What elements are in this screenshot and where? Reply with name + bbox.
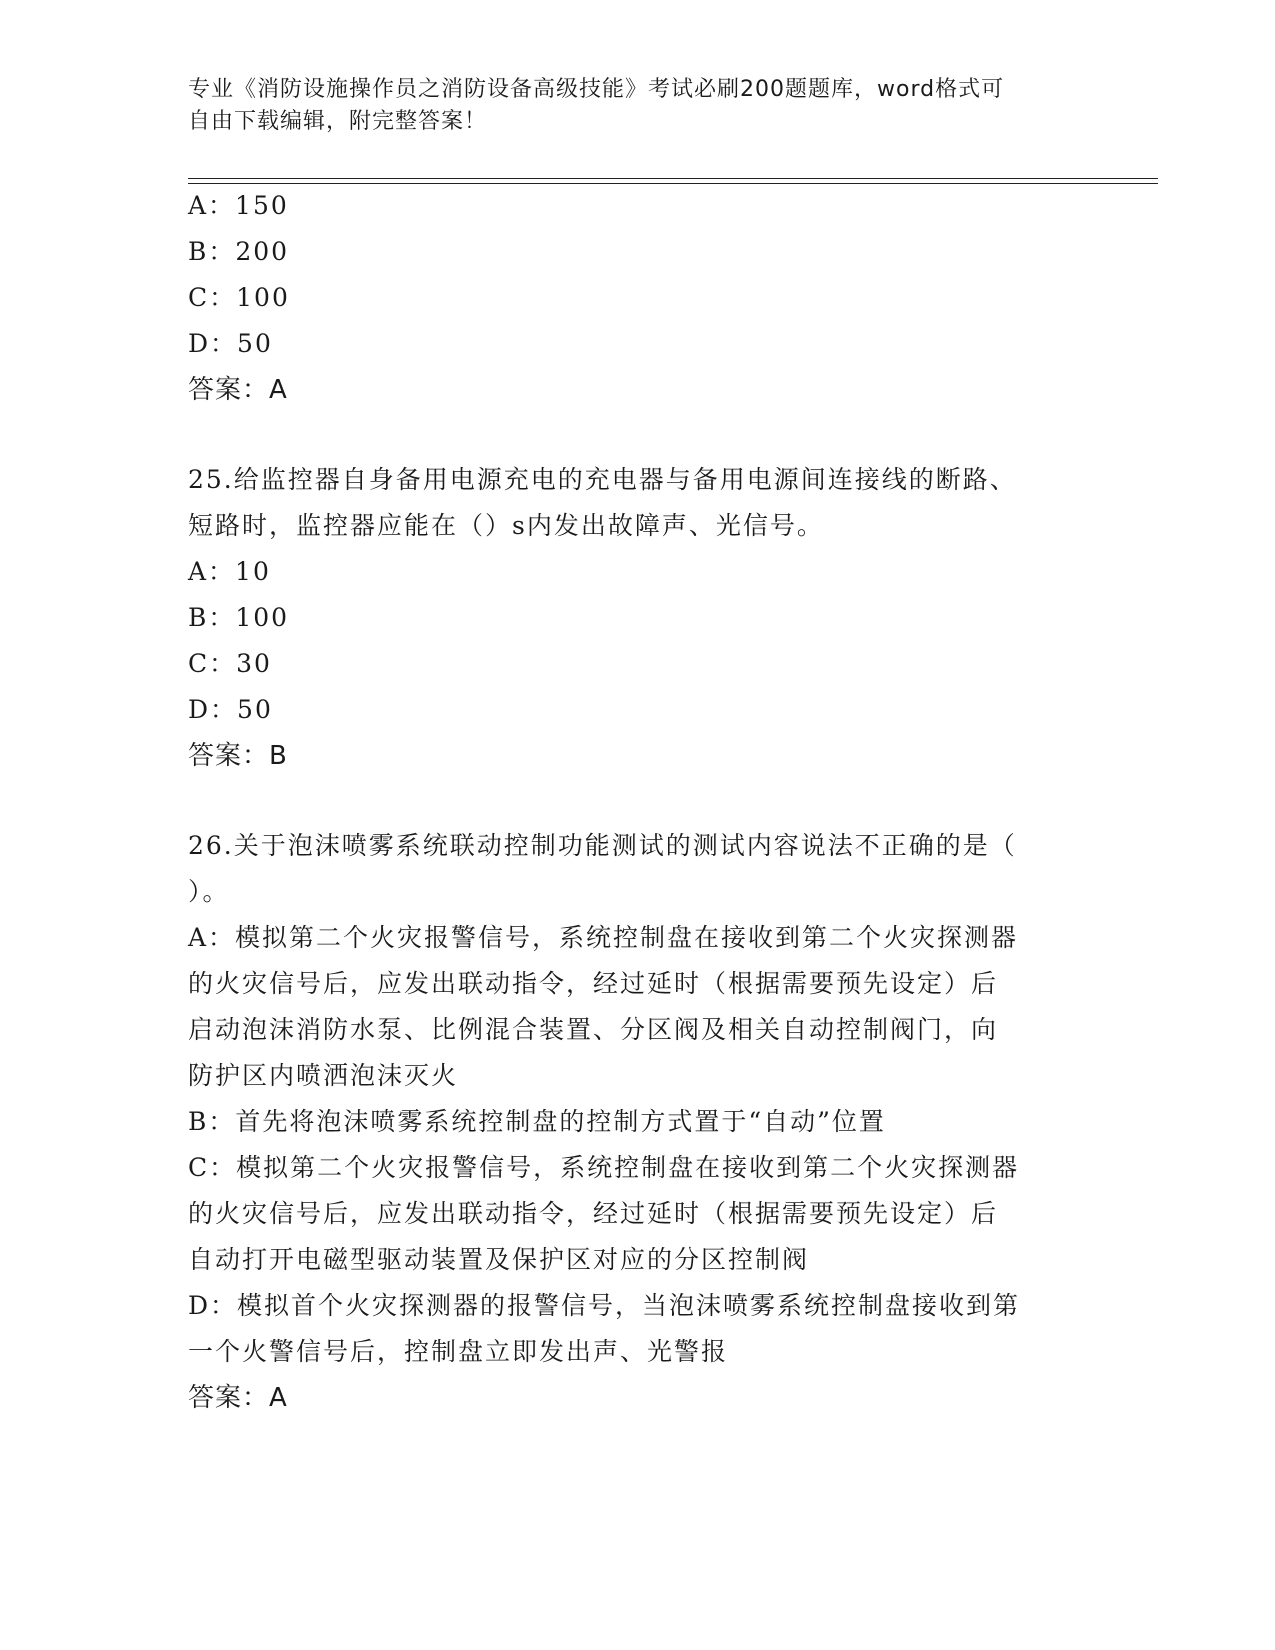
header-line-2: 自由下载编辑，附完整答案！ (188, 109, 488, 134)
option-c-line-3: 自动打开电磁型驱动装置及保护区对应的分区控制阀 (188, 1245, 810, 1274)
option-a: A：150 (188, 191, 289, 220)
option-b: B：200 (188, 237, 290, 266)
option-d-line-2: 一个火警信号后，控制盘立即发出声、光警报 (188, 1337, 729, 1366)
answer-label: 答案：A (188, 375, 288, 405)
option-a-line-1: A：模拟第二个火灾报警信号，系统控制盘在接收到第二个火灾探测器 (188, 923, 1019, 952)
option-c-line-2: 的火灾信号后，应发出联动指令，经过延时（根据需要预先设定）后 (188, 1199, 999, 1228)
option-c-line-1: C：模拟第二个火灾报警信号，系统控制盘在接收到第二个火灾探测器 (188, 1153, 1020, 1182)
option-a-line-4: 防护区内喷洒泡沫灭火 (188, 1061, 459, 1090)
answer-label: 答案：A (188, 1383, 288, 1413)
header-divider-top (188, 178, 1158, 179)
option-a-line-3: 启动泡沫消防水泵、比例混合装置、分区阀及相关自动控制阀门，向 (188, 1015, 999, 1044)
question-26 (188, 823, 1088, 1421)
document-header (188, 74, 1068, 138)
question-text-line-2: ）。 (188, 877, 230, 906)
question-text-line-1: 26.关于泡沫喷雾系统联动控制功能测试的测试内容说法不正确的是（ (188, 831, 1017, 860)
option-d: D：50 (188, 329, 273, 358)
header-line-1: 专业《消防设施操作员之消防设备高级技能》考试必刷200题题库，word格式可 (188, 77, 1005, 102)
option-c: C：30 (188, 649, 272, 678)
option-b: B：首先将泡沫喷雾系统控制盘的控制方式置于“自动”位置 (188, 1107, 886, 1136)
question-25 (188, 457, 1088, 779)
option-b: B：100 (188, 603, 290, 632)
option-a: A：10 (188, 557, 271, 586)
option-a-line-2: 的火灾信号后，应发出联动指令，经过延时（根据需要预先设定）后 (188, 969, 999, 998)
question-24 (188, 183, 1088, 413)
option-d-line-1: D：模拟首个火灾探测器的报警信号，当泡沫喷雾系统控制盘接收到第 (188, 1291, 1021, 1320)
question-text-line-1: 25.给监控器自身备用电源充电的充电器与备用电源间连接线的断路、 (188, 465, 1017, 494)
question-list (188, 183, 1088, 1421)
question-text-line-2: 短路时，监控器应能在（）s内发出故障声、光信号。 (188, 511, 824, 540)
option-d: D：50 (188, 695, 273, 724)
answer-label: 答案：B (188, 741, 288, 771)
spacer (188, 779, 1088, 823)
option-c: C：100 (188, 283, 290, 312)
spacer (188, 413, 1088, 457)
